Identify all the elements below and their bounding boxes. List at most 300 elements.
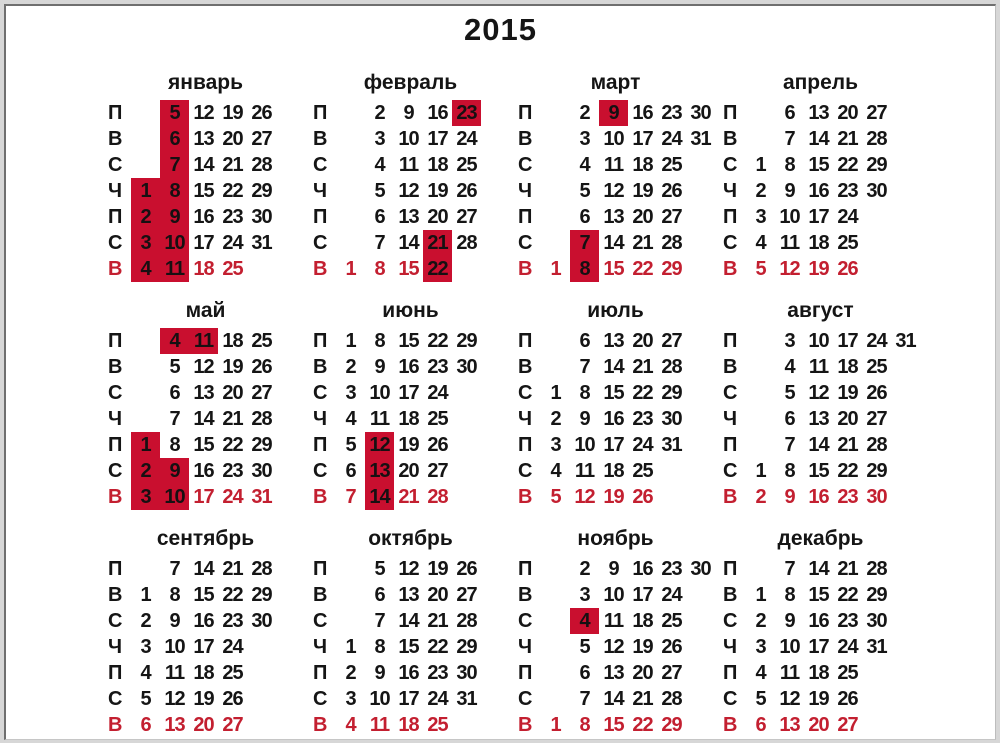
day-empty — [481, 660, 510, 686]
day-september-2: 2 — [140, 610, 151, 632]
day-empty — [746, 406, 775, 432]
weekday-label: П — [313, 330, 328, 352]
day-empty — [541, 328, 570, 354]
day-december-26: 26 — [837, 688, 858, 710]
weekday-label: С — [108, 232, 123, 254]
weekday-label: С — [108, 688, 123, 710]
day-empty — [541, 178, 570, 204]
day-empty — [891, 126, 920, 152]
day-june-3: 3 — [345, 382, 356, 404]
day-august-9: 9 — [784, 486, 795, 508]
day-november-9: 9 — [608, 558, 619, 580]
day-empty — [541, 354, 570, 380]
day-may-11: 11 — [189, 328, 218, 354]
day-november-4: 4 — [570, 608, 599, 634]
day-june-25: 25 — [427, 408, 448, 430]
day-august-30: 30 — [866, 486, 887, 508]
day-june-15: 15 — [398, 330, 419, 352]
day-august-22: 22 — [837, 460, 858, 482]
day-empty — [746, 328, 775, 354]
day-january-10: 10 — [160, 230, 189, 256]
month-november — [516, 526, 715, 738]
day-june-10: 10 — [369, 382, 390, 404]
weekday-label: П — [723, 206, 738, 228]
day-october-27: 27 — [456, 584, 477, 606]
day-february-8: 8 — [374, 258, 385, 280]
day-empty — [891, 380, 920, 406]
day-may-31: 31 — [251, 486, 272, 508]
day-february-24: 24 — [456, 128, 477, 150]
day-august-21: 21 — [837, 434, 858, 456]
weekday-label: Ч — [518, 408, 533, 430]
day-november-23: 23 — [661, 558, 682, 580]
weekday-label: С — [723, 154, 738, 176]
day-march-19: 19 — [632, 180, 653, 202]
day-september-7: 7 — [169, 558, 180, 580]
day-empty — [891, 256, 920, 282]
day-empty — [891, 432, 920, 458]
day-empty — [247, 256, 276, 282]
day-empty — [891, 152, 920, 178]
day-september-17: 17 — [193, 636, 214, 658]
day-empty — [891, 608, 920, 634]
day-april-30: 30 — [866, 180, 887, 202]
weekday-label: В — [108, 356, 123, 378]
day-september-5: 5 — [140, 688, 151, 710]
day-october-9: 9 — [374, 662, 385, 684]
day-empty — [746, 354, 775, 380]
day-january-24: 24 — [222, 232, 243, 254]
day-april-13: 13 — [808, 102, 829, 124]
day-august-4: 4 — [784, 356, 795, 378]
day-january-23: 23 — [222, 206, 243, 228]
month-title-april: апрель — [782, 71, 859, 94]
month-title-may: май — [185, 299, 226, 322]
day-july-7: 7 — [579, 356, 590, 378]
month-grid-july — [516, 328, 715, 510]
day-october-4: 4 — [345, 714, 356, 736]
weekday-label: В — [723, 258, 738, 280]
day-march-1: 1 — [550, 258, 561, 280]
day-empty — [541, 660, 570, 686]
weekday-label: П — [723, 434, 738, 456]
day-march-3: 3 — [579, 128, 590, 150]
weekday-label: П — [108, 330, 123, 352]
day-october-14: 14 — [398, 610, 419, 632]
day-january-18: 18 — [193, 258, 214, 280]
month-title-december: декабрь — [777, 527, 864, 550]
day-november-12: 12 — [603, 636, 624, 658]
day-november-18: 18 — [632, 610, 653, 632]
day-empty — [276, 100, 305, 126]
day-august-2: 2 — [755, 486, 766, 508]
day-february-11: 11 — [398, 154, 419, 176]
day-may-19: 19 — [222, 356, 243, 378]
calendar-page — [4, 4, 996, 740]
day-may-10: 10 — [160, 484, 189, 510]
day-may-20: 20 — [222, 382, 243, 404]
day-january-11: 11 — [160, 256, 189, 282]
day-november-26: 26 — [661, 636, 682, 658]
day-empty — [481, 406, 510, 432]
weekday-label: В — [518, 258, 533, 280]
month-december — [721, 526, 920, 738]
weekday-label: В — [723, 714, 738, 736]
day-empty — [276, 556, 305, 582]
day-empty — [891, 204, 920, 230]
day-february-9: 9 — [403, 102, 414, 124]
day-july-17: 17 — [603, 434, 624, 456]
day-february-7: 7 — [374, 232, 385, 254]
day-december-20: 20 — [808, 714, 829, 736]
day-october-25: 25 — [427, 714, 448, 736]
day-empty — [247, 686, 276, 712]
day-empty — [862, 256, 891, 282]
weekday-label: С — [723, 232, 738, 254]
day-january-13: 13 — [193, 128, 214, 150]
weekday-label: П — [723, 662, 738, 684]
weekday-label: В — [518, 128, 533, 150]
day-july-25: 25 — [632, 460, 653, 482]
day-june-11: 11 — [369, 408, 390, 430]
weekday-label: Ч — [518, 636, 533, 658]
day-empty — [541, 230, 570, 256]
weekday-label: В — [723, 128, 738, 150]
day-empty — [452, 712, 481, 738]
day-april-15: 15 — [808, 154, 829, 176]
day-december-22: 22 — [837, 584, 858, 606]
day-july-3: 3 — [550, 434, 561, 456]
day-june-20: 20 — [398, 460, 419, 482]
day-september-25: 25 — [222, 662, 243, 684]
day-april-20: 20 — [837, 102, 858, 124]
weekday-label: П — [518, 662, 533, 684]
day-empty — [336, 152, 365, 178]
day-empty — [452, 380, 481, 406]
month-february — [311, 70, 510, 282]
day-september-11: 11 — [164, 662, 185, 684]
day-june-30: 30 — [456, 356, 477, 378]
day-june-19: 19 — [398, 434, 419, 456]
day-empty — [481, 354, 510, 380]
day-june-9: 9 — [374, 356, 385, 378]
day-january-19: 19 — [222, 102, 243, 124]
weekday-label: В — [723, 486, 738, 508]
day-october-13: 13 — [398, 584, 419, 606]
day-october-30: 30 — [456, 662, 477, 684]
day-december-10: 10 — [779, 636, 800, 658]
day-april-27: 27 — [866, 102, 887, 124]
day-january-6: 6 — [160, 126, 189, 152]
month-january — [106, 70, 305, 282]
day-empty — [686, 686, 715, 712]
day-december-5: 5 — [755, 688, 766, 710]
day-march-16: 16 — [632, 102, 653, 124]
day-may-15: 15 — [193, 434, 214, 456]
weekday-label: В — [723, 584, 738, 606]
day-january-1: 1 — [131, 178, 160, 204]
day-june-17: 17 — [398, 382, 419, 404]
weekday-label: С — [108, 154, 123, 176]
day-august-28: 28 — [866, 434, 887, 456]
day-july-10: 10 — [574, 434, 595, 456]
day-march-17: 17 — [632, 128, 653, 150]
day-february-17: 17 — [427, 128, 448, 150]
day-august-26: 26 — [866, 382, 887, 404]
day-august-14: 14 — [808, 434, 829, 456]
day-september-27: 27 — [222, 714, 243, 736]
month-title-july: июль — [587, 299, 644, 322]
day-july-11: 11 — [574, 460, 595, 482]
day-july-15: 15 — [603, 382, 624, 404]
day-january-16: 16 — [193, 206, 214, 228]
day-november-13: 13 — [603, 662, 624, 684]
day-april-16: 16 — [808, 180, 829, 202]
day-empty — [276, 380, 305, 406]
day-july-24: 24 — [632, 434, 653, 456]
day-february-21: 21 — [423, 230, 452, 256]
day-july-18: 18 — [603, 460, 624, 482]
day-empty — [541, 634, 570, 660]
day-empty — [452, 432, 481, 458]
day-empty — [481, 686, 510, 712]
day-october-20: 20 — [427, 584, 448, 606]
day-august-6: 6 — [784, 408, 795, 430]
day-empty — [686, 204, 715, 230]
day-may-4: 4 — [160, 328, 189, 354]
weekday-label: В — [518, 356, 533, 378]
day-september-1: 1 — [140, 584, 151, 606]
day-march-15: 15 — [603, 258, 624, 280]
month-grid-december — [721, 556, 920, 738]
month-september — [106, 526, 305, 738]
day-october-19: 19 — [427, 558, 448, 580]
day-september-30: 30 — [251, 610, 272, 632]
day-september-6: 6 — [140, 714, 151, 736]
day-january-28: 28 — [251, 154, 272, 176]
day-empty — [276, 634, 305, 660]
day-january-5: 5 — [160, 100, 189, 126]
day-empty — [452, 256, 481, 282]
day-empty — [746, 556, 775, 582]
day-june-12: 12 — [365, 432, 394, 458]
weekday-label: С — [723, 460, 738, 482]
day-november-19: 19 — [632, 636, 653, 658]
weekday-label: С — [108, 610, 123, 632]
weekday-label: С — [518, 688, 533, 710]
day-september-21: 21 — [222, 558, 243, 580]
day-august-11: 11 — [808, 356, 829, 378]
day-october-12: 12 — [398, 558, 419, 580]
day-november-7: 7 — [579, 688, 590, 710]
day-september-29: 29 — [251, 584, 272, 606]
day-may-1: 1 — [131, 432, 160, 458]
day-empty — [891, 406, 920, 432]
day-august-24: 24 — [866, 330, 887, 352]
day-january-15: 15 — [193, 180, 214, 202]
year-title: 2015 — [464, 12, 537, 47]
day-july-21: 21 — [632, 356, 653, 378]
day-empty — [481, 204, 510, 230]
month-title-august: август — [787, 299, 854, 322]
day-november-24: 24 — [661, 584, 682, 606]
day-empty — [131, 328, 160, 354]
weekday-label: П — [313, 102, 328, 124]
day-may-2: 2 — [131, 458, 160, 484]
day-february-27: 27 — [456, 206, 477, 228]
day-empty — [862, 230, 891, 256]
day-may-27: 27 — [251, 382, 272, 404]
weekday-label: В — [313, 356, 328, 378]
weekday-label: П — [313, 434, 328, 456]
day-empty — [686, 712, 715, 738]
day-august-20: 20 — [837, 408, 858, 430]
day-march-22: 22 — [632, 258, 653, 280]
day-january-26: 26 — [251, 102, 272, 124]
day-november-6: 6 — [579, 662, 590, 684]
day-january-31: 31 — [251, 232, 272, 254]
day-november-11: 11 — [603, 610, 624, 632]
day-empty — [862, 660, 891, 686]
day-september-3: 3 — [140, 636, 151, 658]
day-november-21: 21 — [632, 688, 653, 710]
day-empty — [481, 712, 510, 738]
day-april-22: 22 — [837, 154, 858, 176]
day-april-25: 25 — [837, 232, 858, 254]
day-december-2: 2 — [755, 610, 766, 632]
day-empty — [541, 582, 570, 608]
day-empty — [686, 484, 715, 510]
weekday-label: В — [108, 128, 123, 150]
day-june-4: 4 — [345, 408, 356, 430]
weekday-label: Ч — [108, 180, 123, 202]
day-march-18: 18 — [632, 154, 653, 176]
day-june-28: 28 — [427, 486, 448, 508]
day-december-24: 24 — [837, 636, 858, 658]
day-august-25: 25 — [866, 356, 887, 378]
day-empty — [481, 634, 510, 660]
day-july-8: 8 — [579, 382, 590, 404]
day-july-22: 22 — [632, 382, 653, 404]
day-june-6: 6 — [345, 460, 356, 482]
day-september-20: 20 — [193, 714, 214, 736]
day-empty — [891, 634, 920, 660]
day-empty — [686, 178, 715, 204]
day-empty — [686, 432, 715, 458]
day-november-3: 3 — [579, 584, 590, 606]
month-title-february: февраль — [363, 71, 458, 94]
day-july-20: 20 — [632, 330, 653, 352]
day-empty — [276, 432, 305, 458]
day-empty — [276, 484, 305, 510]
day-january-8: 8 — [160, 178, 189, 204]
day-empty — [481, 328, 510, 354]
day-september-12: 12 — [164, 688, 185, 710]
day-empty — [336, 230, 365, 256]
day-empty — [686, 660, 715, 686]
month-title-june: июнь — [382, 299, 439, 322]
weekday-label: П — [518, 558, 533, 580]
day-august-3: 3 — [784, 330, 795, 352]
weekday-label: С — [723, 688, 738, 710]
weekday-label: В — [313, 486, 328, 508]
month-grid-january — [106, 100, 305, 282]
day-empty — [541, 608, 570, 634]
day-september-9: 9 — [169, 610, 180, 632]
day-may-26: 26 — [251, 356, 272, 378]
day-empty — [686, 458, 715, 484]
day-march-2: 2 — [579, 102, 590, 124]
day-february-4: 4 — [374, 154, 385, 176]
day-march-21: 21 — [632, 232, 653, 254]
month-grid-september — [106, 556, 305, 738]
day-november-17: 17 — [632, 584, 653, 606]
day-empty — [276, 712, 305, 738]
weekday-label: С — [108, 382, 123, 404]
day-october-21: 21 — [427, 610, 448, 632]
weekday-label: С — [108, 460, 123, 482]
day-august-17: 17 — [837, 330, 858, 352]
day-march-31: 31 — [690, 128, 711, 150]
day-empty — [481, 458, 510, 484]
day-november-27: 27 — [661, 662, 682, 684]
day-empty — [862, 712, 891, 738]
day-september-8: 8 — [169, 584, 180, 606]
weekday-label: П — [108, 102, 123, 124]
day-october-16: 16 — [398, 662, 419, 684]
day-july-1: 1 — [550, 382, 561, 404]
day-april-7: 7 — [784, 128, 795, 150]
weekday-label: П — [108, 662, 123, 684]
day-empty — [686, 328, 715, 354]
day-august-8: 8 — [784, 460, 795, 482]
day-february-5: 5 — [374, 180, 385, 202]
day-september-4: 4 — [140, 662, 151, 684]
day-empty — [276, 458, 305, 484]
day-empty — [481, 152, 510, 178]
day-empty — [481, 432, 510, 458]
day-october-5: 5 — [374, 558, 385, 580]
day-february-13: 13 — [398, 206, 419, 228]
day-october-31: 31 — [456, 688, 477, 710]
day-october-10: 10 — [369, 688, 390, 710]
day-september-22: 22 — [222, 584, 243, 606]
day-june-24: 24 — [427, 382, 448, 404]
day-march-11: 11 — [603, 154, 624, 176]
weekday-label: С — [518, 610, 533, 632]
day-empty — [336, 100, 365, 126]
day-july-30: 30 — [661, 408, 682, 430]
month-grid-june — [311, 328, 510, 510]
day-april-14: 14 — [808, 128, 829, 150]
day-empty — [686, 230, 715, 256]
day-july-23: 23 — [632, 408, 653, 430]
month-may — [106, 298, 305, 510]
weekday-label: П — [518, 206, 533, 228]
day-july-31: 31 — [661, 434, 682, 456]
weekday-label: П — [108, 558, 123, 580]
day-july-26: 26 — [632, 486, 653, 508]
weekday-label: В — [313, 128, 328, 150]
day-august-15: 15 — [808, 460, 829, 482]
day-may-23: 23 — [222, 460, 243, 482]
day-may-14: 14 — [193, 408, 214, 430]
day-march-4: 4 — [579, 154, 590, 176]
day-september-19: 19 — [193, 688, 214, 710]
weekday-label: П — [518, 330, 533, 352]
day-april-5: 5 — [755, 258, 766, 280]
weekday-label: П — [313, 558, 328, 580]
